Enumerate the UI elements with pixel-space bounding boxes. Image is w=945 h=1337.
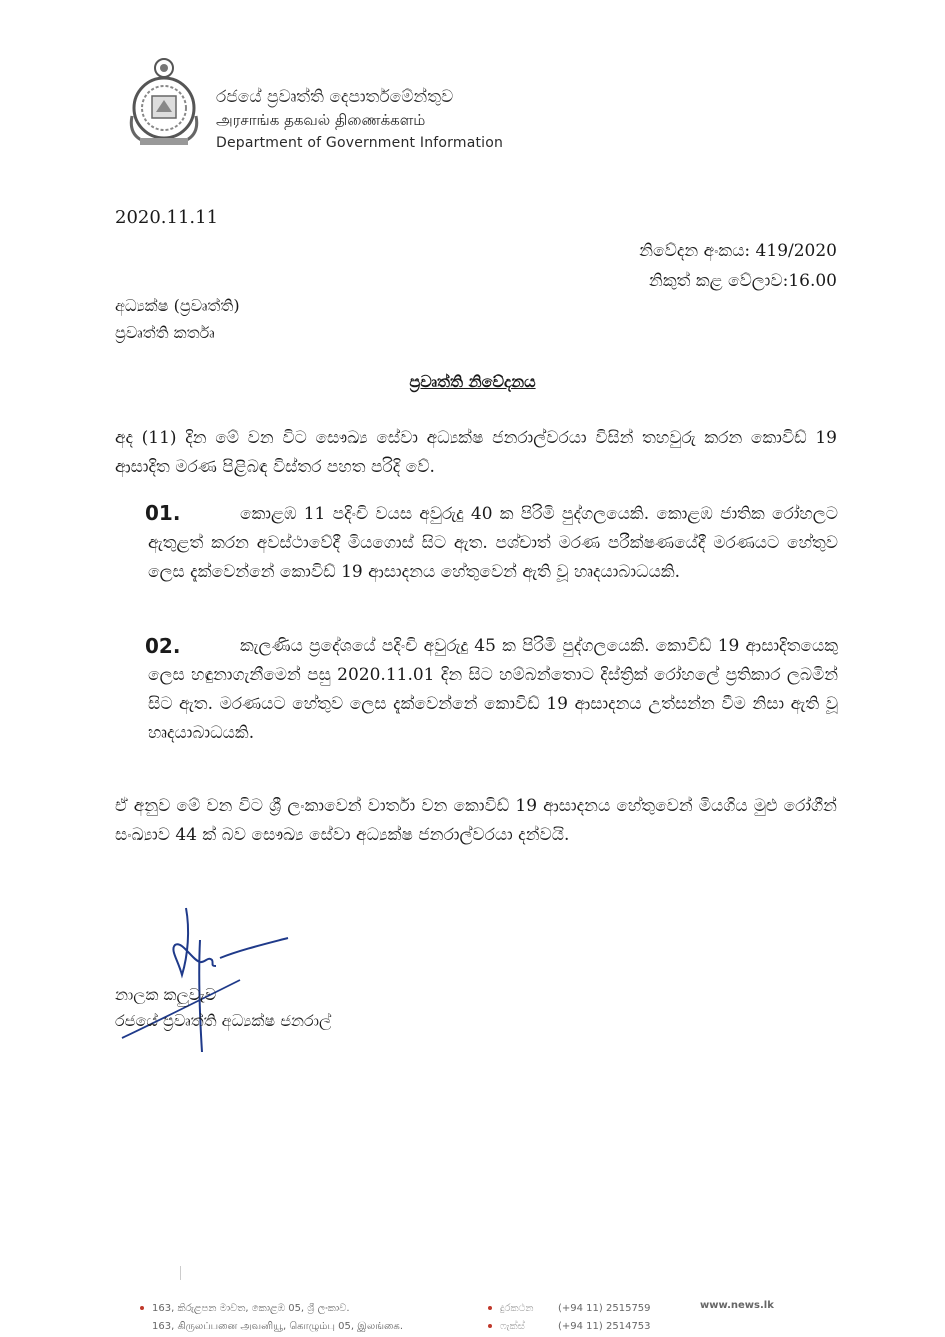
phone-label: දුරකථන <box>500 1303 534 1314</box>
document-heading-text: ප්‍රවෘත්ති නිවේදනය <box>409 372 536 391</box>
footer-contacts <box>488 1300 651 1336</box>
addressee <box>115 292 240 346</box>
footer <box>0 1290 945 1337</box>
bullet-icon <box>140 1306 144 1310</box>
fax-number: (+94 11) 2514753 <box>558 1321 651 1332</box>
document-date: 2020.11.11 <box>115 207 219 228</box>
signature-icon <box>120 900 300 1060</box>
footer-website[interactable]: www.news.lk <box>700 1300 774 1311</box>
document-heading <box>0 372 945 392</box>
signatory <box>115 982 331 1034</box>
signatory-name: නාලක කලුවැව <box>115 985 217 1004</box>
item-text: කැලණිය ප්‍රදේශයේ පදිංචි අවුරුදු 45 ක පිරිමි පුද්ගලයෙකි. කොවිඩ් 19 ආසාදිතයෙකු ලෙස හඳුනාගැනීමෙන් පසු 2020.11.01 දින සිට හම්බන්තොට දිස්ත්‍රික් රෝහලේ ප්‍රතිකාර ලබමින් සිට ඇත. මරණයට හේතුව ලෙස දැක්වෙන්නේ කොවිඩ් 19 ආසාදනය උත්සන්න වීම නිසා ඇති වූ හෘදයාබාධයකි. <box>148 636 838 743</box>
department-name-tamil: அரசாங்க தகவல் திணைக்களம் <box>216 111 426 129</box>
item-number: 02. <box>145 634 181 658</box>
release-time: නිකුත් කළ වේලාව:16.00 <box>649 271 837 291</box>
department-name-english: Department of Government Information <box>216 135 504 151</box>
phone-number: (+94 11) 2515759 <box>558 1303 651 1314</box>
footer-address <box>140 1300 403 1336</box>
footer-address-tamil: 163, கிருலப்பனை அவனியூ, கொழும்பு 05, இலங்கை. <box>152 1321 404 1332</box>
signatory-title: රජයේ ප්‍රවෘත්ති අධ්‍යක්ෂ ජනරාල් <box>115 1011 332 1030</box>
release-reference <box>639 236 837 296</box>
addressee-line-2: ප්‍රවෘත්ති කර්තෘ <box>115 323 215 342</box>
department-name-sinhala: රජයේ ප්‍රවෘත්ති දෙපාර්තමේන්තුව <box>216 87 454 107</box>
department-name <box>216 86 503 155</box>
footer-divider <box>180 1266 181 1280</box>
release-number: නිවේදන අංකය: 419/2020 <box>639 241 837 261</box>
addressee-line-1: අධ්‍යක්ෂ (ප්‍රවෘත්ති) <box>115 296 240 315</box>
bullet-icon <box>488 1324 492 1328</box>
bullet-icon <box>488 1306 492 1310</box>
item-number: 01. <box>145 501 181 525</box>
intro-paragraph: අද (11) දින මේ වන විට සෞඛ්‍ය සේවා අධ්‍යක්ෂ ජනරාල්වරයා විසින් තහවුරු කරන කොවිඩ් 19 ආසාදිත මරණ පිළිබඳ විස්තර පහත පරිදි වේ. <box>115 428 837 477</box>
item-text: කොළඹ 11 පදිංචි වයස අවුරුදු 40 ක පිරිමි පුද්ගලයෙකි. කොළඹ ජාතික රෝහලට ඇතුළත් කරන අවස්ථාවේදී මියගොස් සිට ඇත. පශ්චාත් මරණ පරීක්ෂණයේදී මරණයට හේතුව ලෙස දැක්වෙන්නේ කොවිඩ් 19 ආසාදනය හේතුවෙන් ඇති වූ හෘදයාබාධයකි. <box>148 504 838 582</box>
sri-lanka-emblem-icon <box>126 56 202 148</box>
closing-paragraph: ඒ අනුව මේ වන විට ශ්‍රී ලංකාවෙන් වාර්තා වන කොවිඩ් 19 ආසාදනය හේතුවෙන් මියගිය මුළු රෝගීන් සංඛ්‍යාව 44 ක් බව සෞඛ්‍ය සේවා අධ්‍යක්ෂ ජනරාල්වරයා දන්වයි. <box>115 796 837 845</box>
footer-address-sinhala: 163, කිරුළපන මාවත, කොළඹ 05, ශ්‍රී ලංකාව. <box>152 1303 350 1314</box>
fax-label: ෆැක්ස් <box>500 1321 525 1332</box>
